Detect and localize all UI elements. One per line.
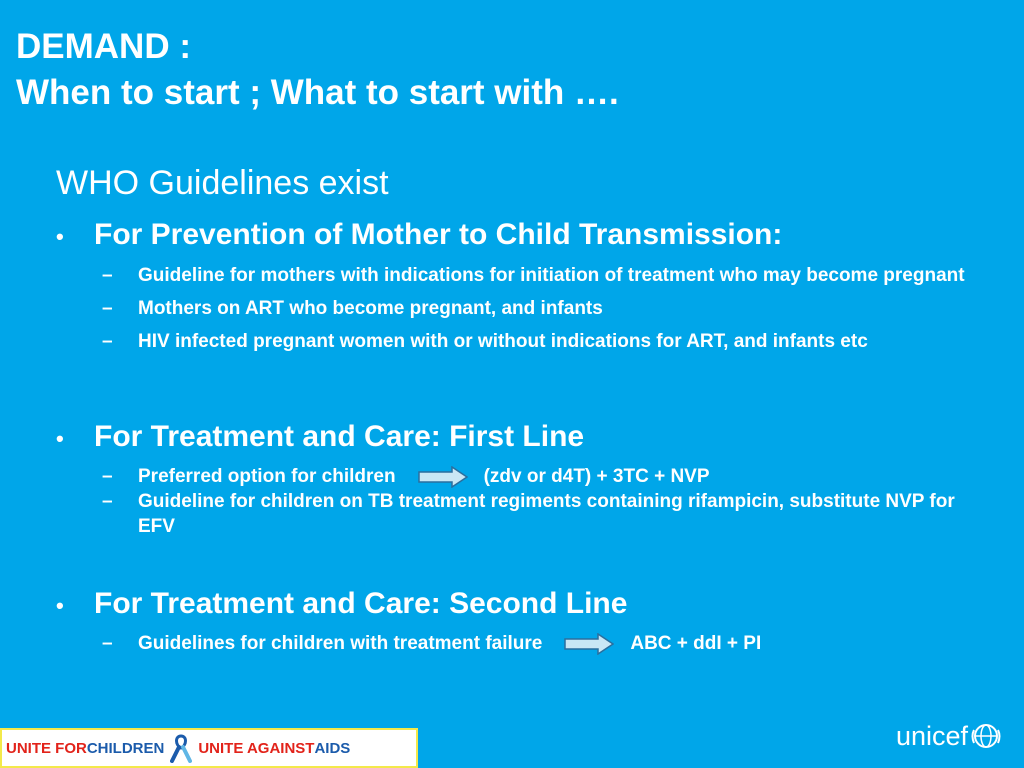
arrow-item-left: Preferred option for children [138,466,396,487]
slide-title [16,24,619,116]
right-arrow-icon [418,466,468,488]
list-item [102,631,996,656]
banner-unite-against: UNITE AGAINST [198,739,315,757]
subheading: WHO Guidelines exist [56,164,389,202]
list-item-text: HIV infected pregnant women with or without indications for ART, and infants etc [138,331,868,352]
section-pmtct [56,216,996,361]
bullet-second-line [56,585,996,625]
dash-icon: – [102,265,113,286]
title-line-1: DEMAND : [16,27,191,66]
dash-icon: – [102,466,113,487]
sub-list [56,631,996,656]
arrow-item [138,631,996,656]
right-arrow-icon [564,633,614,655]
banner-aids: AIDS [314,739,351,757]
title-line-2: When to start ; What to start with …. [16,73,619,112]
campaign-banner [0,728,418,768]
list-item [102,262,996,289]
arrow-item [138,464,996,489]
dash-icon: – [102,633,113,654]
list-item [102,489,996,539]
bullet-label: For Prevention of Mother to Child Transmission: [94,218,783,251]
list-item [102,295,996,322]
section-second-line [56,585,996,656]
arrow-item-right: (zdv or d4T) + 3TC + NVP [483,466,710,487]
banner-children: CHILDREN [86,739,165,757]
arrow-item-right: ABC + ddI + PI [630,633,762,654]
bullet-dot-icon: • [56,426,64,451]
dash-icon: – [102,331,113,352]
bullet-first-line [56,418,996,458]
bullet-label: For Treatment and Care: Second Line [94,587,628,620]
bullet-dot-icon: • [56,224,64,249]
list-item-text: Guideline for mothers with indications for initiation of treatment who may become pregnant [138,265,965,286]
list-item [102,328,996,355]
bullet-label: For Treatment and Care: First Line [94,420,585,453]
sub-list [56,262,996,355]
dash-icon: – [102,491,113,512]
arrow-item-left: Guidelines for children with treatment failure [138,633,543,654]
banner-unite-for: UNITE FOR [6,739,87,757]
ribbon-icon [170,733,192,763]
dash-icon: – [102,298,113,319]
bullet-pmtct [56,216,996,256]
sub-list [56,464,996,539]
bullet-dot-icon: • [56,593,64,618]
section-first-line [56,418,996,539]
unicef-logo-text: unicef [895,720,968,751]
unicef-globe-icon [970,720,1002,752]
unicef-logo [896,720,1002,752]
list-item-text: Guideline for children on TB treatment regiments containing rifampicin, substitute NVP for EFV [138,491,955,537]
list-item [102,464,996,489]
list-item-text: Mothers on ART who become pregnant, and infants [138,298,603,319]
